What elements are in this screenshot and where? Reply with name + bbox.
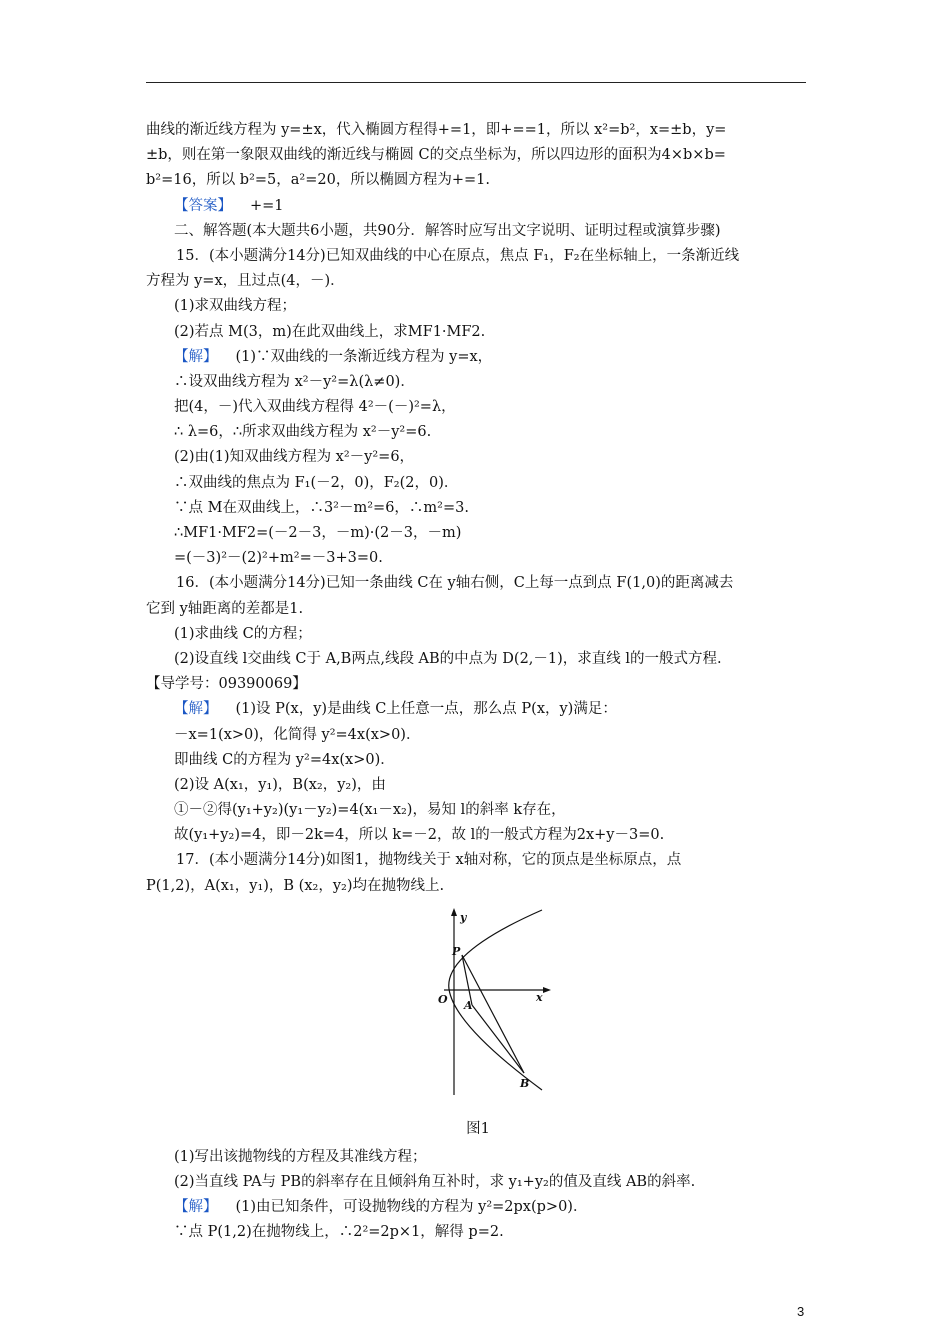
label-A: A — [464, 998, 473, 1012]
line-text: ∴ λ=6，∴所求双曲线方程为 x²－y²=6. — [174, 424, 432, 441]
text-line — [146, 269, 810, 294]
line-text: (1)∵双曲线的一条渐近线方程为 y=x， — [235, 348, 493, 365]
line-text: 【导学号：09390069】 — [146, 676, 307, 693]
text-line — [146, 219, 810, 244]
text-line — [146, 622, 810, 647]
text-line — [146, 445, 810, 470]
line-text: 故(y₁+y₂)=4，即－2k=4，所以 k=－2，故 l的一般式方程为2x+y－3=0. — [174, 827, 665, 844]
line-text: 二、解答题(本大题共6小题，共90分．解答时应写出文字说明、证明过程或演算步骤) — [174, 222, 721, 239]
text-line — [146, 1145, 810, 1170]
line-text: 它到 y轴距离的差都是1. — [146, 600, 304, 617]
text-line — [146, 546, 810, 571]
line-text: ①－②得(y₁+y₂)(y₁－y₂)=4(x₁－x₂)，易知 l的斜率 k存在， — [174, 802, 566, 819]
y-axis-arrow — [451, 908, 457, 916]
text-line — [146, 194, 810, 219]
line-text: ∴双曲线的焦点为 F₁(－2，0)，F₂(2，0)． — [174, 474, 459, 491]
page-number: 3 — [797, 1304, 805, 1319]
line-text: ∵点 M在双曲线上，∴3²－m²=6，∴m²=3. — [174, 499, 469, 516]
line-text: 15．(本小题满分14分)已知双曲线的中心在原点，焦点 F₁，F₂在坐标轴上，一条渐近线 — [176, 247, 740, 264]
line-text: =(－3)²－(2)²+m²=－3+3=0. — [174, 550, 383, 567]
text-line — [146, 370, 810, 395]
answer-tag: 【答案】 — [174, 197, 232, 214]
text-line — [146, 1220, 810, 1245]
text-line — [146, 798, 810, 823]
parabola-curve — [449, 910, 542, 1090]
text-block-before-figure — [146, 118, 810, 899]
text-line — [146, 118, 810, 143]
line-text: 16．(本小题满分14分)已知一条曲线 C在 y轴右侧，C上每一点到点 F(1,0)的距离减去 — [176, 575, 734, 592]
label-y: y — [460, 910, 467, 924]
text-line — [146, 244, 810, 269]
text-line — [146, 168, 810, 193]
line-text: (2)由(1)知双曲线方程为 x²－y²=6， — [174, 449, 415, 466]
line-text: (1)由已知条件，可设抛物线的方程为 y²=2px(p>0)． — [235, 1199, 588, 1216]
text-line — [146, 823, 810, 848]
text-line — [146, 773, 810, 798]
text-line — [146, 647, 810, 672]
line-text: (1)写出该抛物线的方程及其准线方程； — [174, 1148, 427, 1165]
line-text: 方程为 y=x，且过点(4，－)． — [146, 273, 345, 290]
segment-AB — [472, 1005, 524, 1073]
line-text: b²=16，所以 b²=5，a²=20，所以椭圆方程为+=1. — [146, 172, 490, 189]
line-text: 即曲线 C的方程为 y²=4x(x>0)． — [174, 751, 395, 768]
answer-tag: 【解】 — [174, 348, 218, 365]
text-line — [146, 395, 810, 420]
line-text: (2)设直线 l交曲线 C于 A,B两点,线段 AB的中点为 D(2,－1)，求直线 l的一般式方程. — [174, 650, 722, 667]
text-line — [146, 697, 810, 722]
line-text: (2)设 A(x₁，y₁)，B(x₂，y₂)，由 — [174, 776, 386, 793]
figure-1 — [146, 899, 810, 1145]
line-text: (2)若点 M(3，m)在此双曲线上，求MF1·MF2. — [174, 323, 486, 340]
line-text: 17．(本小题满分14分)如图1，抛物线关于 x轴对称，它的顶点是坐标原点，点 — [176, 852, 682, 869]
text-line — [146, 723, 810, 748]
text-line — [146, 521, 810, 546]
label-origin: O — [438, 992, 448, 1006]
line-text: ±b，则在第一象限双曲线的渐近线与椭圆 C的交点坐标为，所以四边形的面积为4×b×b= — [146, 147, 726, 164]
answer-tag: 【解】 — [174, 1199, 218, 1216]
text-block-after-figure — [146, 1145, 810, 1246]
text-line — [146, 320, 810, 345]
line-text: ∴MF1·MF2=(－2－3，－m)·(2－3，－m) — [174, 525, 462, 541]
label-x: x — [536, 990, 543, 1004]
text-line — [146, 345, 810, 370]
text-line — [146, 496, 810, 521]
segment-PB — [462, 955, 524, 1073]
answer-tag: 【解】 — [174, 701, 218, 718]
line-text: ∵点 P(1,2)在抛物线上，∴2²=2p×1，解得 p=2. — [174, 1224, 504, 1241]
line-text: 把(4，－)代入双曲线方程得 4²－(－)²=λ， — [174, 399, 456, 416]
line-text: －x=1(x>0)，化简得 y²=4x(x>0)． — [174, 726, 421, 743]
text-line — [146, 874, 810, 899]
text-line — [146, 143, 810, 168]
figure-caption: 图1 — [466, 1120, 490, 1137]
label-P: P — [452, 944, 461, 958]
text-line — [146, 672, 810, 697]
line-text: 曲线的渐近线方程为 y=±x，代入椭圆方程得+=1，即+==1，所以 x²=b²，x=±b，y= — [146, 122, 727, 138]
text-line — [146, 1170, 810, 1195]
segment-PA — [462, 955, 472, 1005]
text-line — [146, 848, 810, 873]
text-line — [146, 294, 810, 319]
text-line — [146, 748, 810, 773]
line-text: (1)求曲线 C的方程； — [174, 625, 312, 642]
text-line — [146, 420, 810, 445]
parabola-diagram — [424, 905, 564, 1115]
line-text: (1)设 P(x，y)是曲线 C上任意一点，那么点 P(x，y)满足： — [235, 701, 617, 718]
text-line — [146, 471, 810, 496]
text-line — [146, 597, 810, 622]
document-body — [146, 118, 810, 1246]
line-text: (2)当直线 PA与 PB的斜率存在且倾斜角互补时，求 y₁+y₂的值及直线 AB的斜率. — [174, 1174, 696, 1190]
x-axis-arrow — [543, 987, 551, 993]
text-line — [146, 571, 810, 596]
label-B: B — [520, 1076, 530, 1090]
line-text: +=1 — [250, 197, 284, 214]
line-text: ∴设双曲线方程为 x²－y²=λ(λ≠0)． — [174, 373, 415, 390]
line-text: (1)求双曲线方程； — [174, 298, 297, 315]
text-line — [146, 1195, 810, 1220]
line-text: P(1,2)，A(x₁，y₁)，B (x₂，y₂)均在抛物线上. — [146, 877, 445, 894]
header-rule — [146, 82, 806, 83]
